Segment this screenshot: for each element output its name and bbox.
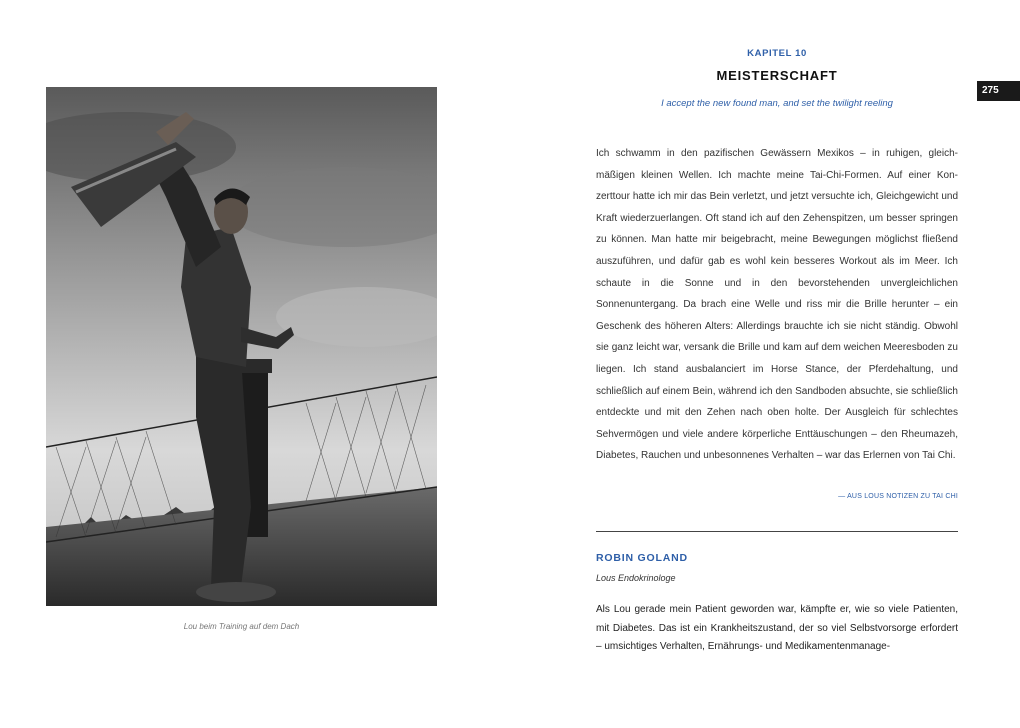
photo-caption: Lou beim Training auf dem Dach (183, 622, 300, 631)
page-number: 275 (977, 81, 1020, 101)
chapter-title: MEISTERSCHAFT (716, 68, 838, 83)
passage-attribution: — AUS LOUS NOTIZEN ZU TAI CHI (838, 493, 958, 500)
contributor-role: Lous Endokrinologe (596, 573, 676, 583)
section-divider (596, 531, 958, 532)
contributor-text: Als Lou gerade mein Patient geworden war, kämpfte er, wie so viele Patienten, mit Diabetes. Das ist ein Krankheitszustand, der so viel Selbstvorsorge erfordert – umsichtiges Verhalten, Ernährungs- und Medikamentenmanage- (596, 604, 958, 652)
photo (46, 87, 437, 606)
chapter-label: KAPITEL 10 (747, 48, 807, 59)
passage-text: Ich schwamm in den pazifischen Gewässern Mexikos – in ruhigen, gleichmäßigen kleinen Wellen. Ich machte meine Tai-Chi-Formen. Auf einer Konzerttour hatte ich mir das Bein verletzt, und jetzt versuchte ich, Gleichgewicht und Kraft wiederzuerlangen. Oft stand ich auf den Zehenspitzen, um besser springen zu können. Man hatte mir beigebracht, meine Bewegungen möglichst fließend auszuführen, und dafür gab es wohl kein besseres Workout als im Meer. Ich schaute in die Sonne und in den bevorstehenden unvergleichlichen Sonnenuntergang. Da brach eine Welle und riss mir die Brille herunter – ein Geschenk des höheren Alters: Allerdings brauchte ich sie nicht ständig. Obwohl sie ganz leicht war, versank die Brille und kam auf dem weichen Meeresboden zu liegen. Ich stand ausbalanciert im Horse Stance, der Pferdehaltung, und schließlich auf einem Bein, während ich den Sandboden absuchte, sie schließlich entdeckte und mit den Zehen nach oben holte. Der Ausgleich für schlechtes Sehvermögen und viele andere körperliche Enttäuschungen – den Rheumazeh, Diabetes, Rauchen und unbesonnenes Verhalten – war das Erlernen von Tai Chi. (596, 148, 958, 462)
chapter-epigraph: I accept the new found man, and set the twilight reeling (661, 98, 893, 109)
contributor-name: ROBIN GOLAND (596, 552, 688, 564)
photo-icon (46, 87, 437, 606)
